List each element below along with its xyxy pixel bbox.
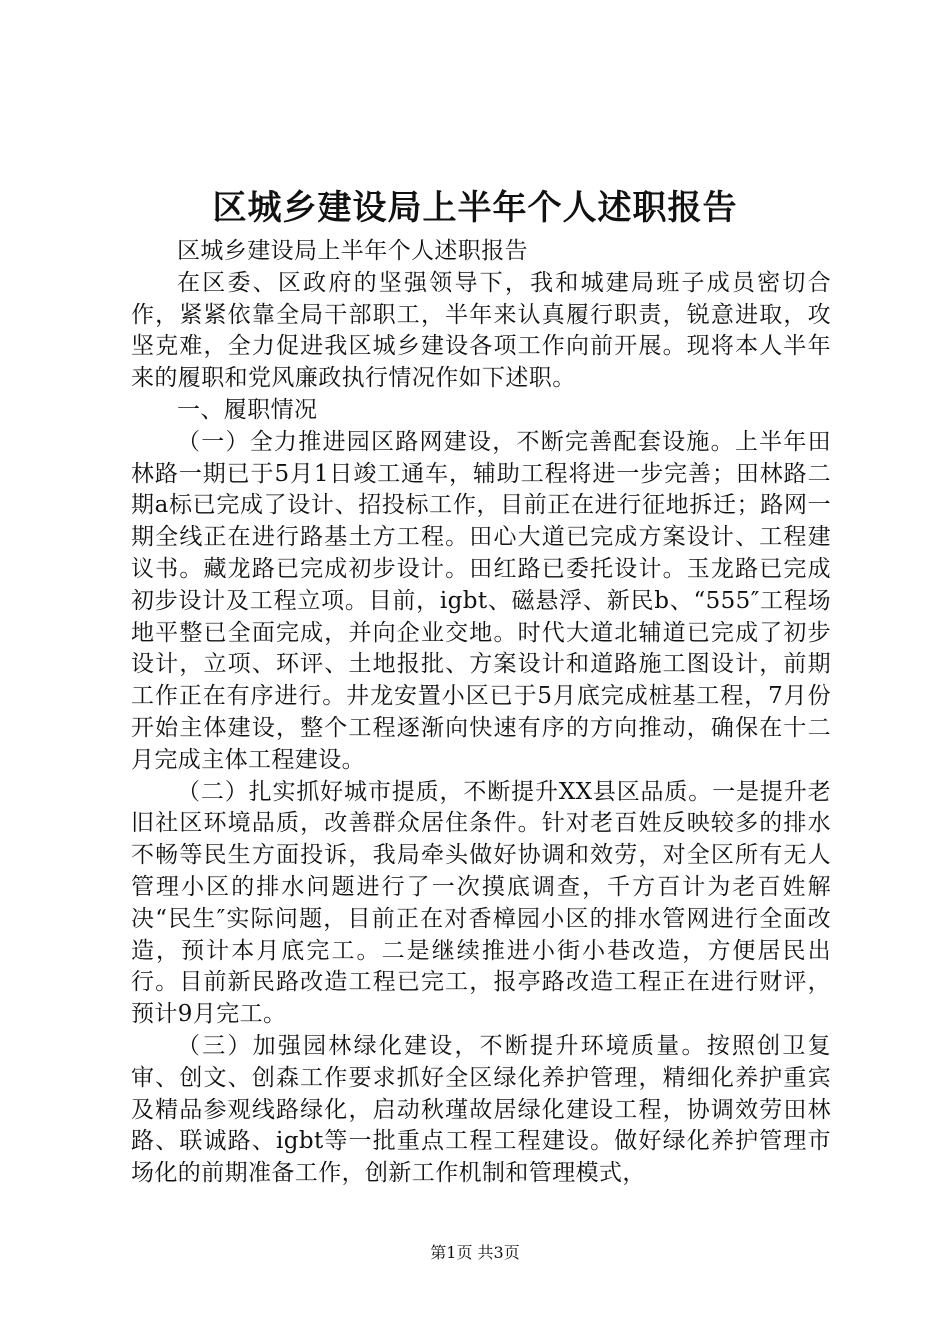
document-body [131, 236, 831, 1190]
paragraph-intro: 在区委、区政府的坚强领导下，我和城建局班子成员密切合作，紧紧依靠全局干部职工，半年来认真履行职责，锐意进取，攻坚克难，全力促进我区城乡建设各项工作向前开展。现将本人半年来的履职和党风廉政执行情况作如下述职。 [131, 269, 831, 392]
paragraph-item-3: （三）加强园林绿化建设，不断提升环境质量。按照创卫复审、创文、创森工作要求抓好全区绿化养护管理，精细化养护重宾及精品参观线路绿化，启动秋瑾故居绿化建设工程，协调效劳田林路、联诚路、igbt等一批重点工程工程建设。做好绿化养护管理市场化的前期准备工作，创新工作机制和管理模式， [131, 1032, 831, 1187]
paragraph-item-2: （二）扎实抓好城市提质，不断提升XX县区品质。一是提升老旧社区环境品质，改善群众居住条件。针对老百姓反映较多的排水不畅等民生方面投诉，我局牵头做好协调和效劳，对全区所有无人管理小区的排水问题进行了一次摸底调查，千方百计为老百姓解决“民生″实际问题，目前正在对香樟园小区的排水管网进行全面改造，预计本月底完工。二是继续推进小街小巷改造，方便居民出行。目前新民路改造工程已完工，报亭路改造工程正在进行财评，预计9月完工。 [131, 778, 831, 1028]
section-heading: 一、履职情况 [177, 396, 318, 423]
page-footer: 第1页 共3页 [430, 1243, 520, 1262]
paragraph-subtitle: 区城乡建设局上半年个人述职报告 [177, 238, 528, 264]
paragraph-item-1: （一）全力推进园区路网建设，不断完善配套设施。上半年田林路一期已于5月1日竣工通车，辅助工程将进一步完善；田林路二期a标已完成了设计、招投标工作，目前正在进行征地拆迁；路网一期全线正在进行路基土方工程。田心大道已完成方案设计、工程建议书。藏龙路已完成初步设计。田红路已委托设计。玉龙路已完成初步设计及工程立项。目前，igbt、磁悬浮、新民b、“555″工程场地平整已全面完成，并向企业交地。时代大道北辅道已完成了初步设计，立项、环评、土地报批、方案设计和道路施工图设计，前期工作正在有序进行。井龙安置小区已于5月底完成桩基工程，7月份开始主体建设，整个工程逐渐向快速有序的方向推动，确保在十二月完成主体工程建设。 [131, 428, 831, 773]
document-title: 区城乡建设局上半年个人述职报告 [212, 188, 738, 228]
